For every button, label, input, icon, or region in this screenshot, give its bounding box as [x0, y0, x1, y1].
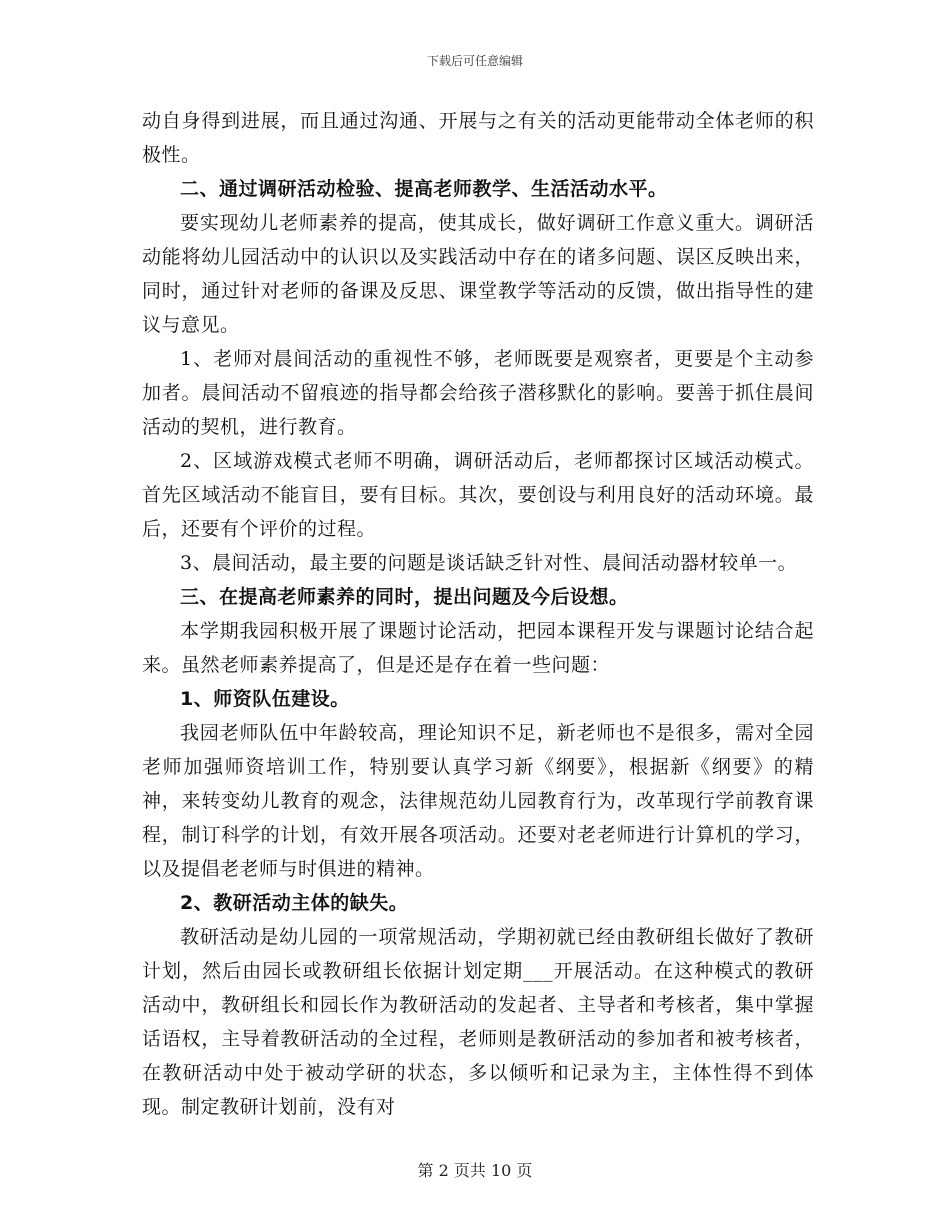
- paragraph: 本学期我园积极开展了课题讨论活动，把园本课程开发与课题讨论结合起来。虽然老师素养提高了，但是还是存在着一些问题：: [142, 620, 814, 676]
- page-footer: 第 2 页共 10 页: [417, 1161, 533, 1180]
- paragraph: 教研活动是幼儿园的一项常规活动，学期初就已经由教研组长做好了教研计划，然后由园长或教研组长依据计划定期___开展活动。在这种模式的教研活动中，教研组长和园长作为教研活动的发起者、主导者和考核者，集中掌握话语权，主导着教研活动的全过程，老师则是教研活动的参加者和被考核者，在教研活动中处于被动学研的状态，多以倾听和记录为主，主体性得不到体现。制定教研计划前，没有对: [142, 926, 814, 1118]
- section-heading-2: 二、通过调研活动检验、提高老师教学、生活活动水平。: [180, 178, 668, 200]
- paragraph-continuation: 动自身得到进展，而且通过沟通、开展与之有关的活动更能带动全体老师的积极性。: [142, 110, 814, 166]
- subheading-1: 1、师资队伍建设。: [180, 688, 350, 710]
- paragraph: 要实现幼儿老师素养的提高，使其成长，做好调研工作意义重大。调研活动能将幼儿园活动中的认识以及实践活动中存在的诸多问题、误区反映出来，同时，通过针对老师的备课及反思、课堂教学等活动的反馈，做出指导性的建议与意见。: [142, 212, 814, 336]
- section-heading-3: 三、在提高老师素养的同时，提出问题及今后设想。: [180, 586, 629, 608]
- document-body: [142, 104, 814, 1124]
- subheading-2: 2、教研活动主体的缺失。: [180, 892, 409, 914]
- list-item-3: 3、晨间活动，最主要的问题是谈话缺乏针对性、晨间活动器材较单一。: [180, 552, 798, 574]
- list-item-2: 2、区域游戏模式老师不明确，调研活动后，老师都探讨区域活动模式。首先区域活动不能盲目，要有目标。其次，要创设与利用良好的活动环境。最后，还要有个评价的过程。: [142, 450, 814, 540]
- page-header: 下载后可任意编辑: [426, 54, 523, 68]
- paragraph: 我园老师队伍中年龄较高，理论知识不足，新老师也不是很多，需对全园老师加强师资培训工作，特别要认真学习新《纲要》，根据新《纲要》的精神，来转变幼儿教育的观念，法律规范幼儿园教育行为，改革现行学前教育课程，制订科学的计划，有效开展各项活动。还要对老老师进行计算机的学习，以及提倡老老师与时俱进的精神。: [142, 722, 814, 880]
- list-item-1: 1、老师对晨间活动的重视性不够，老师既要是观察者，更要是个主动参加者。晨间活动不留痕迹的指导都会给孩子潜移默化的影响。要善于抓住晨间活动的契机，进行教育。: [142, 348, 814, 438]
